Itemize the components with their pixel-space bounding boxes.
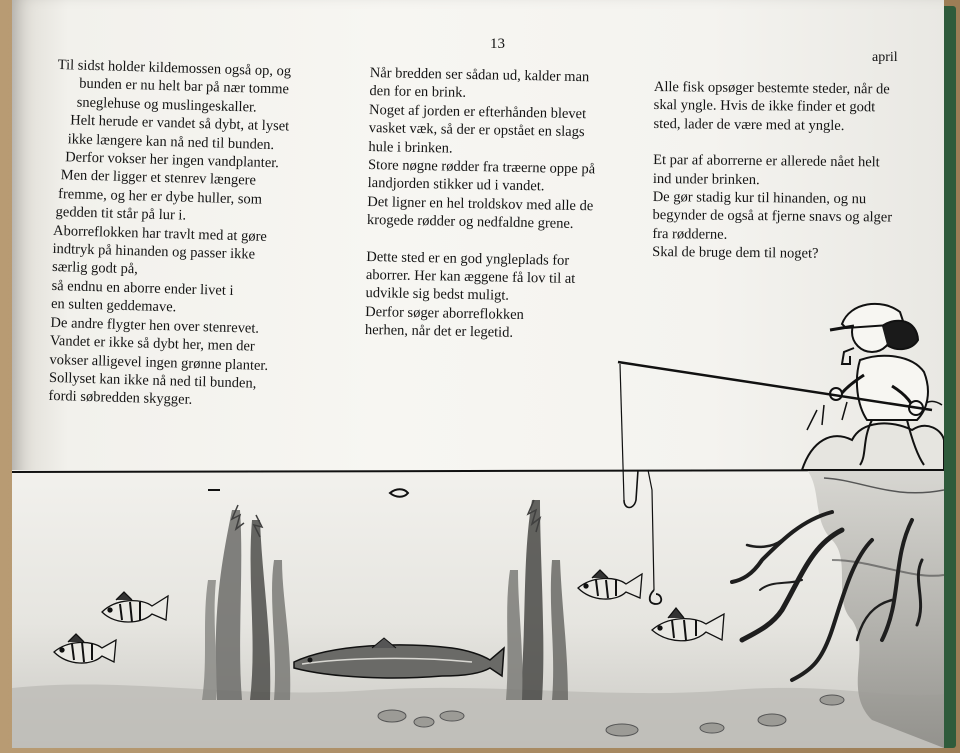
text-line: Det ligner en hel troldskov med alle de bbox=[367, 193, 594, 215]
text-line: herhen, når det er legetid. bbox=[364, 322, 514, 342]
text-line: Store nøgne rødder fra træerne oppe på bbox=[367, 157, 596, 178]
text-line: krogede rødder og nedfaldne grene. bbox=[366, 212, 574, 233]
text-line: indtryk på hinanden og passer ikke bbox=[52, 240, 256, 263]
text-line: De gør stadig kur til hinanden, og nu bbox=[652, 189, 867, 208]
text-line: Derfor søger aborreflokken bbox=[365, 303, 524, 323]
text-line: skal yngle. Hvis de ikke finder et godt bbox=[653, 97, 876, 116]
text-line: ikke længere kan nå ned til bunden. bbox=[67, 130, 275, 153]
text-line: ind under brinken. bbox=[652, 170, 760, 188]
text-line: hule i brinken. bbox=[368, 138, 453, 157]
text-line: begynder de også at fjerne snavs og alger bbox=[652, 207, 893, 226]
page-number: 13 bbox=[490, 36, 505, 52]
text-line: vokser alligevel ingen grønne planter. bbox=[49, 351, 269, 374]
text-line: en sulten geddemave. bbox=[50, 296, 177, 316]
text-line: Derfor vokser her ingen vandplanter. bbox=[64, 149, 280, 172]
text-line: Helt herude er vandet så dybt, at lyset bbox=[69, 112, 290, 135]
text-line: Et par af aborrerne er allerede nået helt bbox=[653, 152, 880, 171]
text-line: vasket væk, så der er opstået en slags bbox=[368, 120, 585, 141]
text-line: så endnu en aborre ender livet i bbox=[51, 277, 234, 299]
text-line: fordi søbredden skygger. bbox=[48, 388, 193, 409]
text-line: fremme, og her er dybe huller, som bbox=[57, 185, 263, 208]
text-line: Aborreflokken har travlt med at gøre bbox=[52, 222, 268, 245]
text-line: Men der ligger et stenrev længere bbox=[60, 167, 257, 190]
book-page bbox=[12, 0, 944, 748]
text-line: bunden er nu helt bar på nær tomme bbox=[79, 76, 290, 98]
text-line: udvikle sig bedst muligt. bbox=[365, 285, 510, 305]
text-line: Sollyset kan ikke nå ned til bunden, bbox=[48, 369, 257, 392]
fisherman-drawing bbox=[802, 304, 944, 470]
text-line: Dette sted er en god yngleplads for bbox=[366, 248, 570, 269]
text-line: De andre flygter hen over stenrevet. bbox=[50, 314, 260, 337]
text-line: sted, lader de være med at yngle. bbox=[653, 115, 845, 134]
text-line: gedden tit står på lur i. bbox=[55, 204, 187, 224]
lake-illustration bbox=[12, 0, 944, 748]
text-line: fra rødderne. bbox=[652, 225, 728, 243]
text-line: sneglehuse og muslingeskaller. bbox=[76, 94, 257, 116]
text-line: aborrer. Her kan æggene få lov til at bbox=[365, 267, 576, 288]
text-line: særlig godt på, bbox=[51, 259, 139, 278]
text-line: Alle fisk opsøger bestemte steder, når de bbox=[653, 78, 890, 98]
month-label: april bbox=[872, 50, 898, 65]
text-line: Til sidst holder kildemossen også op, og bbox=[57, 56, 292, 80]
text-line: Når bredden ser sådan ud, kalder man bbox=[369, 64, 590, 86]
text-line: den for en brink. bbox=[369, 83, 467, 102]
text-line: Noget af jorden er efterhånden blevet bbox=[368, 101, 587, 122]
text-line: Vandet er ikke så dybt her, men der bbox=[49, 332, 255, 355]
text-line: landjorden stikker ud i vandet. bbox=[367, 175, 545, 195]
text-line: Skal de bruge dem til noget? bbox=[652, 244, 819, 262]
